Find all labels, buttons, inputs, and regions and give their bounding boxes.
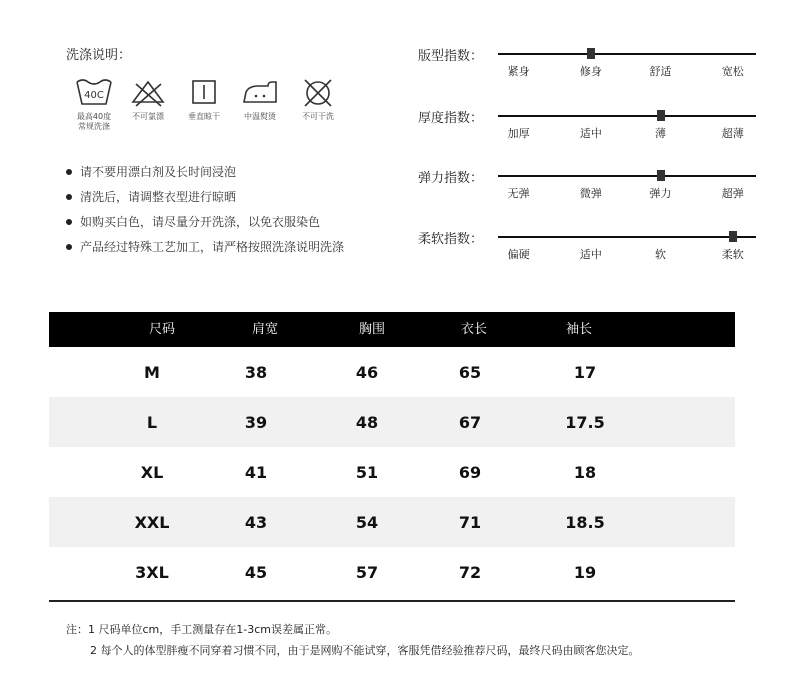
wash-40-icon (74, 76, 114, 108)
no-dry-clean-item (288, 76, 348, 122)
index-marker (657, 170, 665, 181)
size-table-body (49, 347, 735, 597)
table-row (49, 547, 735, 597)
index-option: 适中 (579, 248, 602, 261)
index-2 (418, 167, 758, 217)
no-bleach-icon (128, 76, 168, 108)
footnote-1: 注：1 尺码单位cm，手工测量存在1-3cm误差属正常。 (66, 623, 337, 636)
table-row (49, 397, 735, 447)
wash-40-caption: 最高40度 常规洗涤 (76, 112, 112, 131)
cell-length: 67 (458, 413, 482, 432)
header-shoulder: 肩宽 (251, 322, 279, 337)
no-dry-clean-caption: 不可干洗 (302, 112, 334, 121)
footnote-2: 2 每个人的体型胖瘦不同穿着习惯不同，由于是网购不能试穿，客服凭借经验推荐尺码，最终尺码由顾客您决定。 (90, 644, 640, 657)
index-3 (418, 228, 758, 278)
no-dry-clean-icon (298, 76, 338, 108)
wash-note: 产品经过特殊工艺加工，请严格按照洗涤说明洗涤 (66, 239, 344, 264)
cell-size: XXL (134, 513, 170, 532)
size-table-header (49, 312, 735, 347)
header-chest: 胸围 (358, 322, 386, 337)
wash-icons-row (64, 76, 354, 146)
index-1 (418, 107, 758, 157)
index-option: 适中 (579, 127, 602, 140)
drip-dry-item (174, 76, 234, 122)
wash-40-item (64, 76, 124, 132)
wash-notes-list (66, 164, 344, 264)
table-row (49, 497, 735, 547)
cell-size: 3XL (135, 563, 169, 582)
iron-medium-item (230, 76, 290, 122)
cell-chest: 46 (355, 363, 379, 382)
index-track (498, 53, 756, 55)
index-0 (418, 45, 758, 95)
index-option: 弹力 (649, 187, 672, 200)
index-option: 舒适 (649, 65, 672, 78)
index-marker (657, 110, 665, 121)
cell-shoulder: 41 (244, 463, 268, 482)
cell-sleeve: 17.5 (565, 413, 605, 432)
index-label: 版型指数： (418, 49, 484, 64)
iron-medium-caption: 中温熨烫 (244, 112, 276, 121)
index-option: 微弹 (579, 187, 602, 200)
wash-note: 请不要用漂白剂及长时间浸泡 (66, 164, 344, 189)
cell-size: M (144, 363, 160, 382)
cell-length: 69 (458, 463, 482, 482)
wash-temp-label: 40C (84, 90, 104, 101)
index-option: 紧身 (507, 65, 530, 78)
drip-dry-caption: 垂直晾干 (188, 112, 220, 121)
cell-sleeve: 19 (573, 563, 597, 582)
table-row (49, 447, 735, 497)
cell-sleeve: 18.5 (565, 513, 605, 532)
no-bleach-caption: 不可氯漂 (132, 112, 164, 121)
index-option: 软 (655, 248, 667, 261)
index-track (498, 236, 756, 238)
header-sleeve: 袖长 (565, 322, 593, 337)
index-option: 加厚 (507, 127, 530, 140)
index-track (498, 175, 756, 177)
size-table (49, 312, 735, 597)
no-bleach-item (118, 76, 178, 122)
index-label: 柔软指数： (418, 232, 484, 247)
index-option: 宽松 (721, 65, 744, 78)
iron-medium-icon (240, 76, 280, 108)
cell-length: 71 (458, 513, 482, 532)
cell-shoulder: 39 (244, 413, 268, 432)
cell-length: 72 (458, 563, 482, 582)
index-option: 超薄 (721, 127, 744, 140)
table-row (49, 347, 735, 397)
cell-size: XL (140, 463, 164, 482)
wash-instructions-title: 洗涤说明： (66, 48, 132, 63)
cell-size: L (146, 413, 158, 432)
cell-chest: 48 (355, 413, 379, 432)
header-size: 尺码 (148, 322, 176, 337)
index-option: 柔软 (721, 248, 744, 261)
cell-shoulder: 38 (244, 363, 268, 382)
index-label: 弹力指数： (418, 171, 484, 186)
cell-sleeve: 18 (573, 463, 597, 482)
index-marker (587, 48, 595, 59)
table-bottom-rule (49, 600, 735, 602)
index-option: 修身 (579, 65, 602, 78)
index-label: 厚度指数： (418, 111, 484, 126)
cell-shoulder: 45 (244, 563, 268, 582)
index-option: 无弹 (507, 187, 530, 200)
cell-shoulder: 43 (244, 513, 268, 532)
index-option: 薄 (655, 127, 667, 140)
cell-sleeve: 17 (573, 363, 597, 382)
wash-note: 如购买白色，请尽量分开洗涤，以免衣服染色 (66, 214, 344, 239)
cell-chest: 54 (355, 513, 379, 532)
drip-dry-icon (184, 76, 224, 108)
index-option: 超弹 (721, 187, 744, 200)
header-length: 衣长 (460, 322, 488, 337)
cell-length: 65 (458, 363, 482, 382)
wash-note: 清洗后，请调整衣型进行晾晒 (66, 189, 344, 214)
index-option: 偏硬 (507, 248, 530, 261)
index-marker (729, 231, 737, 242)
index-track (498, 115, 756, 117)
cell-chest: 51 (355, 463, 379, 482)
cell-chest: 57 (355, 563, 379, 582)
